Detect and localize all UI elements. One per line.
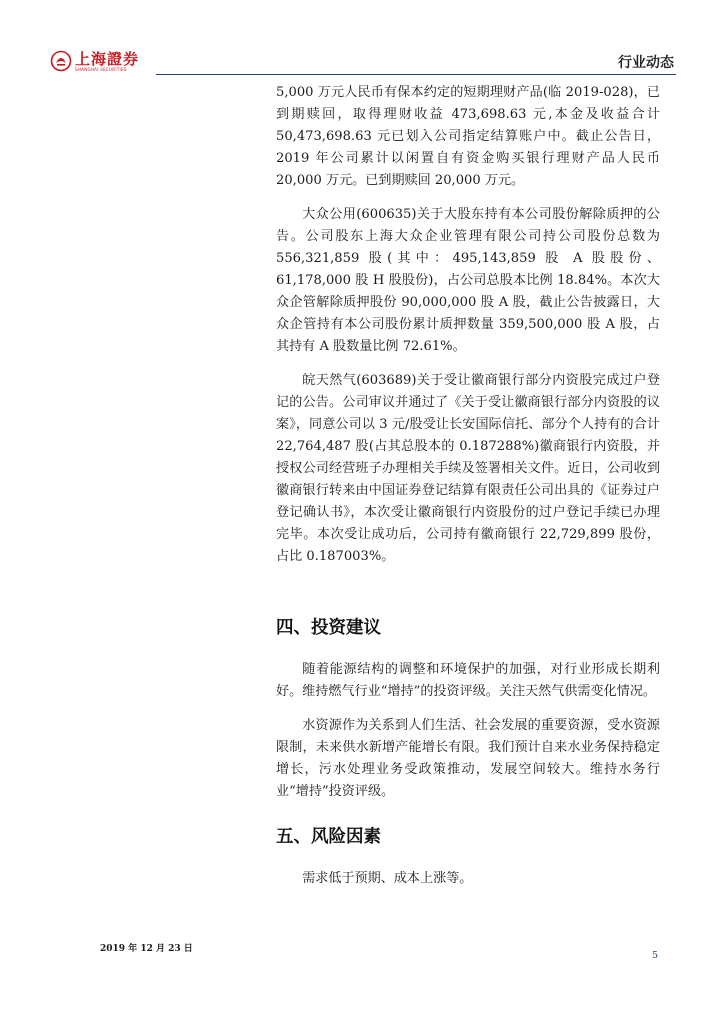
logo-subtitle: SHANGHAI SECURITIES — [75, 66, 127, 72]
section-title: 行业动态 — [618, 55, 674, 71]
report-date: 2019 年 12 月 23 日 — [100, 944, 193, 954]
header-divider — [156, 74, 676, 75]
page-number: 5 — [651, 950, 658, 961]
paragraph-financial-product: 5,000 万元人民币有保本约定的短期理财产品(临 2019-028)，已到期赎回，取得理财收益 473,698.63 元,本金及收益合计 50,473,698.63 元已划入公司指定结算账户中。截止公告日，2019 年公司累计以闲置自有资金购买银行理财产品人民币 20,000 万元。已到期赎回 20,000 万元。 — [276, 85, 660, 188]
company-logo — [50, 48, 139, 74]
paragraph-gas-advice: 随着能源结构的调整和环境保护的加强，对行业形成长期利好。维持燃气行业“增持”的投资评级。关注天然气供需变化情况。 — [276, 662, 660, 699]
paragraph-water-advice: 水资源作为关系到人们生活、社会发展的重要资源，受水资源限制，未来供水新增产能增长有限。我们预计自来水业务保持稳定增长，污水处理业务受政策推动，发展空间较大。维持水务行业“增持”投资评级。 — [276, 718, 660, 799]
heading-investment-advice: 四、投资建议 — [276, 618, 381, 638]
paragraph-risks: 需求低于预期、成本上涨等。 — [302, 871, 473, 886]
logo-name: 上海證券 — [75, 49, 140, 68]
paragraph-wantianranqi: 皖天然气(603689)关于受让徽商银行部分内资股完成过户登记的公告。公司审议并通过了《关于受让徽商银行部分内资股的议案》，同意公司以 3 元/股受让长安国际信托、部分个人持有的合计 22,764,487 股(占其总股本的 0.187288%)徽商银行内资股，并授权公司经营班子办理相关手续及签署相关文件。近日，公司收到徽商银行转来由中国证券登记结算有限责任公司出具的《证券过户登记确认书》，本次受让徽商银行内资股份的过户登记手续已办理完毕。本次受让成功后，公司持有徽商银行 22,729,899 股份，占比 0.187003%。 — [276, 373, 660, 564]
paragraph-dazhong: 大众公用(600635)关于大股东持有本公司股份解除质押的公告。公司股东上海大众企业管理有限公司持公司股份总数为 556,321,859 股(其中：495,143,859 股 A 股股份、61,178,000 股 H 股股份)，占公司总股本比例 18.84%。本次大众企管解除质押股份 90,000,000 股 A 股，截止公告披露日，大众企管持有本公司股份累计质押数量 359,500,000 股 A 股，占其持有 A 股数量比例 72.61%。 — [276, 207, 660, 354]
report-body — [276, 82, 660, 890]
heading-risk-factors: 五、风险因素 — [276, 827, 381, 847]
seal-icon — [50, 50, 72, 72]
page-header — [50, 44, 674, 76]
